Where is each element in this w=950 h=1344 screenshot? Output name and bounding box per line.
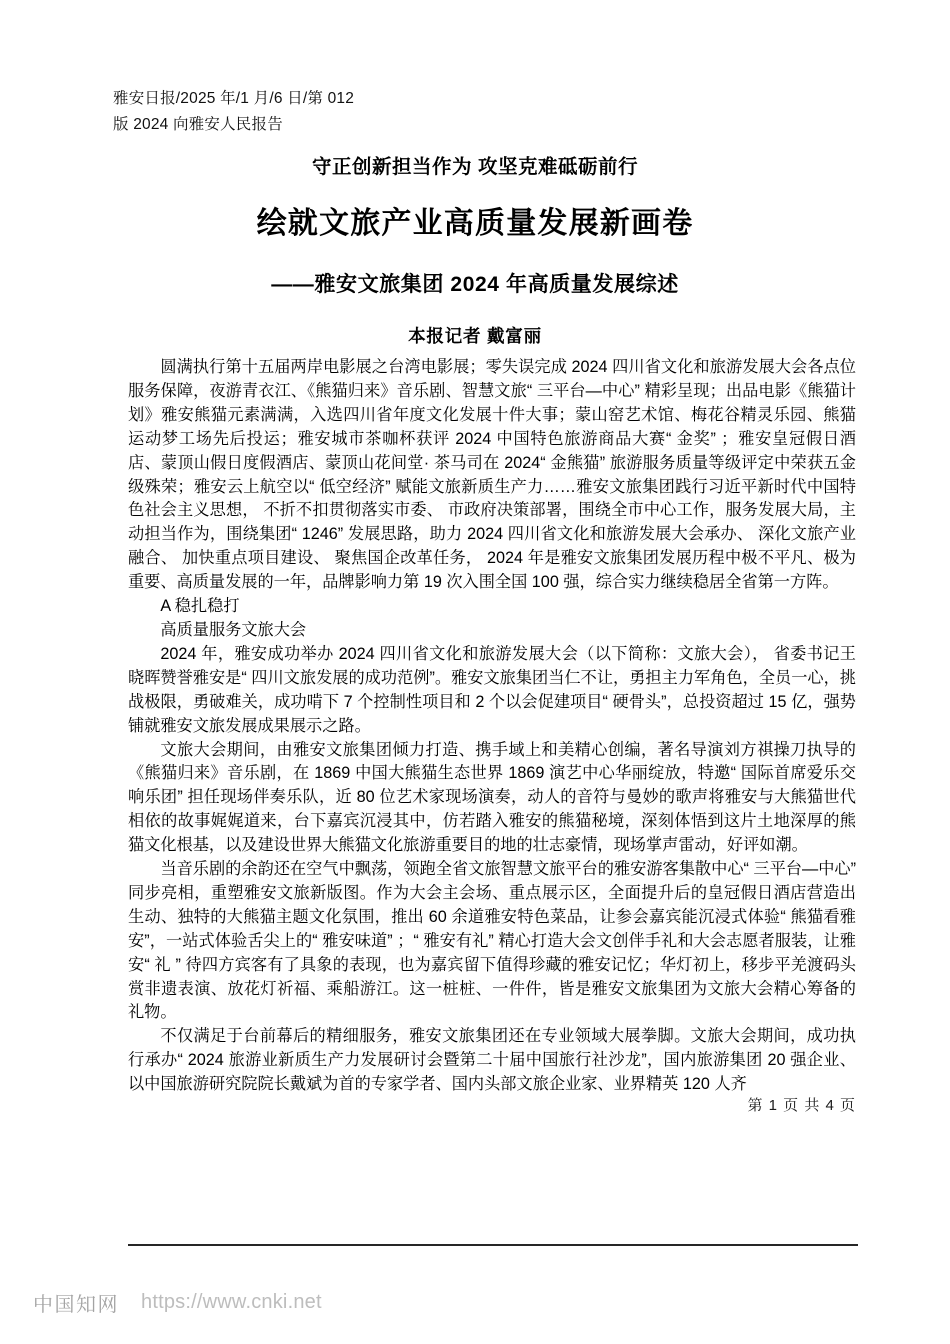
cnki-url-text: https://www.cnki.net	[141, 1291, 322, 1313]
body-paragraph: 2024 年，雅安成功举办 2024 四川省文化和旅游发展大会（以下简称：文旅大会）， 省委书记王晓晖赞誉雅安是“ 四川文旅发展的成功范例”。雅安文旅集团当仁不让，勇担主力军角色，全员一心，挑战极限，勇破难关，成功啃下 7 个控制性项目和 2 个以会促建项目“ 硬骨头”，总投资超过 15 亿，强势铺就雅安文旅发展成果展示之路。	[128, 644, 856, 735]
page-indicator: 第 1 页 共 4 页	[747, 1097, 856, 1114]
article-title-block	[0, 152, 950, 350]
article-subheadline: ——雅安文旅集团 2024 年高质量发展综述	[271, 273, 679, 296]
footer-divider	[128, 1244, 858, 1246]
body-paragraph: 文旅大会期间，由雅安文旅集团倾力打造、携手域上和美精心创编，著名导演刘方祺操刀执导的《熊猫归来》音乐剧，在 1869 中国大熊猫生态世界 1869 演艺中心华丽绽放，特邀“ 国际首席爱乐交响乐团” 担任现场伴奏乐队，近 80 位艺术家现场演奏，动人的音符与曼妙的歌声将雅安与大熊猫世代相依的故事娓娓道来，台下嘉宾沉浸其中，仿若踏入雅安的熊猫秘境，深刻体悟到这片土地深厚的熊猫文化根基，以及建设世界大熊猫文化旅游重要目的地的壮志豪情，现场掌声雷动，好评如潮。	[128, 740, 856, 855]
article-body	[128, 356, 856, 1097]
body-paragraph: 当音乐剧的余韵还在空气中飘荡，领跑全省文旅智慧文旅平台的雅安游客集散中心“ 三平台—中心” 同步亮相，重塑雅安文旅新版图。作为大会主会场、重点展示区，全面提升后的皇冠假日酒店营造出生动、独特的大熊猫主题文化氛围，推出 60 余道雅安特色菜品，让参会嘉宾能沉浸式体验“ 熊猫看雅安”，一站式体验舌尖上的“ 雅安味道” ；“ 雅安有礼” 精心打造大会文创伴手礼和大会志愿者服装，让雅安“ 礼 ” 待四方宾客有了具象的表现，也为嘉宾留下值得珍藏的雅安记忆；华灯初上，移步平羌渡码头赏非遗表演、放花灯祈福、乘船游江。这一桩桩、一件件，皆是雅安文旅集团为文旅大会精心筹备的礼物。	[128, 860, 856, 1022]
cnki-logo-text: 中国知网	[33, 1294, 119, 1316]
cnki-watermark	[33, 1288, 322, 1317]
section-title-a: 高质量服务文旅大会	[160, 620, 307, 639]
body-paragraph: 圆满执行第十五届两岸电影展之台湾电影展；零失误完成 2024 四川省文化和旅游发展大会各点位服务保障，夜游青衣江、《熊猫归来》音乐剧、智慧文旅“ 三平台—中心” 精彩呈现；出品电影《熊猫计划》雅安熊猫元素满满，入选四川省年度文化发展十件大事；蒙山窑艺术馆、梅花谷精灵乐园、熊猫运动梦工场先后投运；雅安城市茶咖杯获评 2024 中国特色旅游商品大赛“ 金奖” ；雅安皇冠假日酒店、蒙顶山假日度假酒店、蒙顶山花间堂· 茶马司在 2024“ 金熊猫” 旅游服务质量等级评定中荣获五金级殊荣；雅安云上航空以“ 低空经济” 赋能文旅新质生产力……雅安文旅集团践行习近平新时代中国特色社会主义思想， 不折不扣贯彻落实市委、 市政府决策部署，围绕全市中心工作，服务发展大局，主动担当作为，围绕集团“ 1246” 发展思路，助力 2024 四川省文化和旅游发展大会承办、 深化文旅产业融合、 加快重点项目建设、 聚焦国企改革任务， 2024 年是雅安文旅集团发展历程中极不平凡、极为重要、高质量发展的一年，品牌影响力第 19 次入围全国 100 强，综合实力继续稳居全省第一方阵。	[128, 358, 856, 592]
section-label-a: A 稳扎稳打	[160, 597, 240, 616]
article-byline: 本报记者 戴富丽	[408, 326, 542, 346]
article-headline: 绘就文旅产业高质量发展新画卷	[256, 207, 694, 240]
article-kicker: 守正创新担当作为 攻坚克难砥砺前行	[312, 156, 638, 178]
masthead-line-1: 雅安日报/2025 年/1 月/6 日/第 012	[113, 90, 355, 107]
masthead-line-2: 版 2024 向雅安人民报告	[113, 116, 283, 133]
body-paragraph: 不仅满足于台前幕后的精细服务，雅安文旅集团还在专业领域大展拳脚。文旅大会期间，成功执行承办“ 2024 旅游业新质生产力发展研讨会暨第二十届中国旅行社沙龙”，国内旅游集团 20 强企业、以中国旅游研究院院长戴斌为首的专家学者、国内头部文旅企业家、业界精英 120 人齐	[128, 1027, 856, 1094]
masthead-source-line	[113, 86, 443, 138]
